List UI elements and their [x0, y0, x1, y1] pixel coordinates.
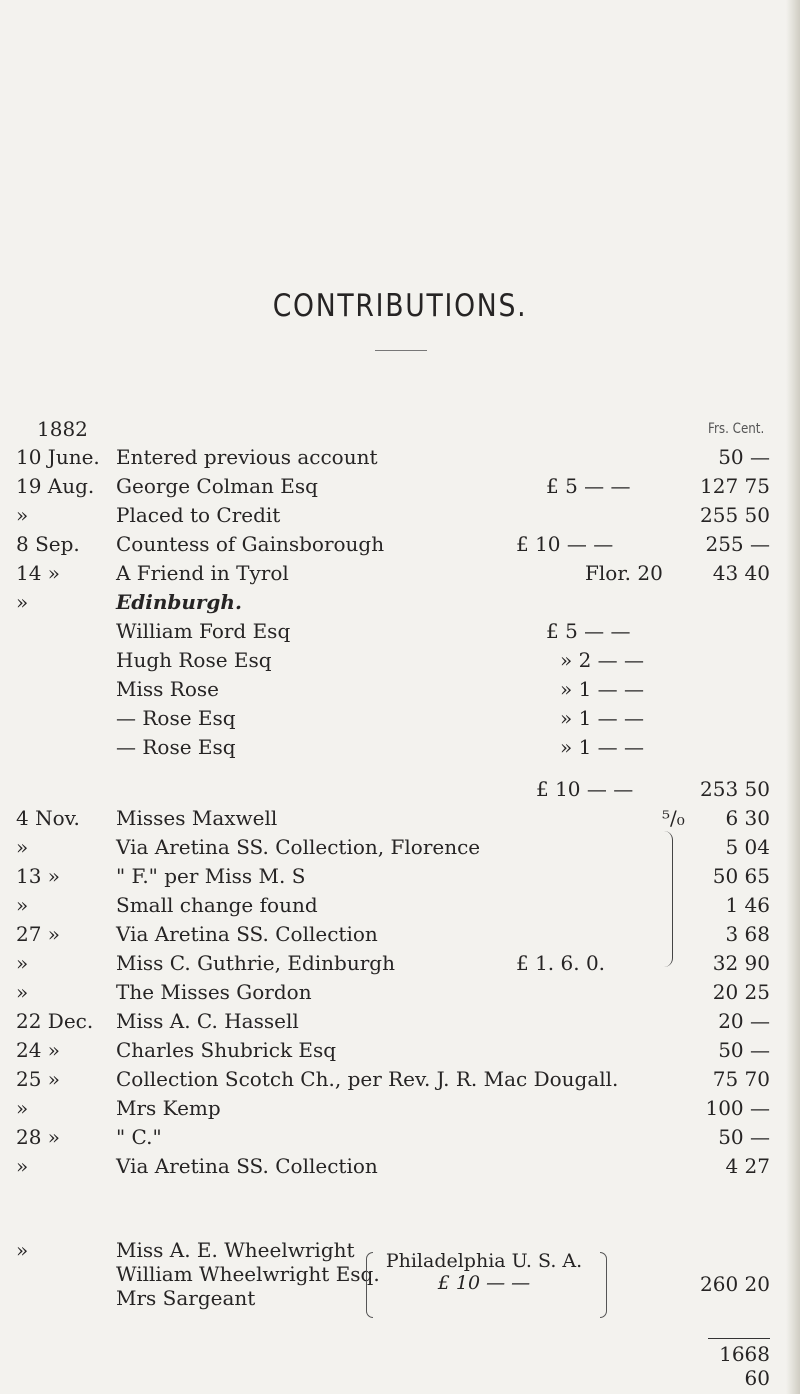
entry-amount: 75 70	[712, 1067, 770, 1091]
entry-row	[0, 472, 800, 500]
entry-description: Via Aretina SS. Collection	[116, 1154, 378, 1178]
entry-row	[0, 1094, 800, 1122]
entry-date: »	[16, 951, 29, 975]
entry-row	[0, 978, 800, 1006]
entry-date: »	[16, 1096, 29, 1120]
entry-date: »	[16, 1238, 29, 1262]
entry-amount: 1 46	[725, 893, 770, 917]
grand-total: 1668 60	[719, 1342, 770, 1390]
entry-date: 28 »	[16, 1125, 61, 1149]
entry-row	[0, 443, 800, 471]
entry-row	[0, 775, 800, 803]
entry-amount: 127 75	[700, 474, 770, 498]
entry-row	[0, 1007, 800, 1035]
entry-row	[0, 704, 800, 732]
entry-row	[0, 1036, 800, 1064]
entry-row	[0, 949, 800, 977]
entry-description: Via Aretina SS. Collection, Florence	[116, 835, 481, 859]
entry-description: Miss Rose	[116, 677, 219, 701]
entry-date: 19 Aug.	[16, 474, 95, 498]
year-heading: 1882	[37, 417, 88, 441]
entry-date: 14 »	[16, 561, 61, 585]
total-rule	[708, 1338, 770, 1339]
entry-amount: 255 50	[700, 503, 770, 527]
entry-description: Mrs Kemp	[116, 1096, 221, 1120]
entry-amount: 50 65	[712, 864, 770, 888]
entry-description: Via Aretina SS. Collection	[116, 922, 378, 946]
title-rule	[375, 350, 427, 351]
entry-description: Placed to Credit	[116, 503, 281, 527]
entry-date: 22 Dec.	[16, 1009, 94, 1033]
entry-date: 25 »	[16, 1067, 61, 1091]
entry-description: A Friend in Tyrol	[116, 561, 289, 585]
entry-date: »	[16, 590, 29, 614]
page-title: CONTRIBUTIONS.	[272, 288, 528, 324]
entry-date: 4 Nov.	[16, 806, 80, 830]
entry-row	[0, 833, 800, 861]
entry-note: Flor. 20	[585, 561, 663, 585]
entry-description: Miss C. Guthrie, Edinburgh	[116, 951, 395, 975]
entry-sum: £ 10 — —	[437, 1272, 531, 1294]
entry-row	[0, 862, 800, 890]
entry-amount: 32 90	[712, 951, 770, 975]
entry-amount: 5 04	[725, 835, 770, 859]
entry-name: Mrs Sargeant	[116, 1286, 256, 1310]
entry-row	[0, 646, 800, 674]
entry-amount: 260 20	[700, 1272, 770, 1296]
entry-note: £ 10 — —	[536, 777, 634, 801]
entry-row	[0, 588, 800, 616]
entry-date: 10 June.	[16, 445, 100, 469]
entry-description: Charles Shubrick Esq	[116, 1038, 337, 1062]
entry-amount: 43 40	[712, 561, 770, 585]
entry-row	[0, 675, 800, 703]
entry-name: Miss A. E. Wheelwright	[116, 1238, 355, 1262]
entry-date: »	[16, 980, 29, 1004]
entry-amount: 50 —	[718, 1038, 770, 1062]
entry-description: Countess of Gainsborough	[116, 532, 385, 556]
entry-description: Small change found	[116, 893, 318, 917]
entry-description: — Rose Esq	[116, 706, 236, 730]
entry-note: £ 5 — —	[546, 474, 631, 498]
entry-description: Edinburgh.	[116, 590, 242, 614]
entry-row	[0, 617, 800, 645]
entry-date: »	[16, 1154, 29, 1178]
entry-amount: 20 25	[712, 980, 770, 1004]
entry-description: George Colman Esq	[116, 474, 318, 498]
entry-amount: 253 50	[700, 777, 770, 801]
entry-amount: 3 68	[725, 922, 770, 946]
entry-note: » 2 — —	[560, 648, 645, 672]
entry-row	[0, 733, 800, 761]
entry-note: £ 1. 6. 0.	[516, 951, 606, 975]
entry-note: £ 10 — —	[516, 532, 614, 556]
entry-date: »	[16, 893, 29, 917]
entry-date: 24 »	[16, 1038, 61, 1062]
entry-date: 8 Sep.	[16, 532, 80, 556]
entry-name: William Wheelwright Esq.	[116, 1262, 380, 1286]
entry-description: Entered previous account	[116, 445, 378, 469]
entry-description: " F." per Miss M. S	[116, 864, 306, 888]
entry-row	[0, 501, 800, 529]
entry-note: » 1 — —	[560, 735, 645, 759]
entry-note: £ 5 — —	[546, 619, 631, 643]
entry-note: ⁵/₀	[662, 806, 685, 830]
entry-description: " C."	[116, 1125, 162, 1149]
entry-row	[0, 559, 800, 587]
entry-description: Misses Maxwell	[116, 806, 278, 830]
entry-description: The Misses Gordon	[116, 980, 312, 1004]
entry-row	[0, 530, 800, 558]
entry-amount: 255 —	[705, 532, 770, 556]
entry-amount: 20 —	[718, 1009, 770, 1033]
entry-row	[0, 1123, 800, 1151]
entry-amount: 50 —	[718, 1125, 770, 1149]
entry-description: — Rose Esq	[116, 735, 236, 759]
entry-amount: 6 30	[725, 806, 770, 830]
currency-header: Frs. Cent.	[708, 421, 765, 437]
entry-date: »	[16, 835, 29, 859]
edinburgh-brace	[664, 831, 673, 967]
entry-description: Collection Scotch Ch., per Rev. J. R. Mac Dougall.	[116, 1067, 619, 1091]
entry-place: Philadelphia U. S. A.	[385, 1250, 583, 1272]
entry-row	[0, 920, 800, 948]
entry-row	[0, 1065, 800, 1093]
entry-row	[0, 804, 800, 832]
entry-note: » 1 — —	[560, 677, 645, 701]
entry-amount: 100 —	[705, 1096, 770, 1120]
philadelphia-amount-row	[0, 1270, 800, 1298]
entry-description: William Ford Esq	[116, 619, 291, 643]
entry-description: Miss A. C. Hassell	[116, 1009, 299, 1033]
entry-row	[0, 1152, 800, 1180]
entry-date: 27 »	[16, 922, 61, 946]
entry-amount: 4 27	[725, 1154, 770, 1178]
entry-amount: 50 —	[718, 445, 770, 469]
entry-date: »	[16, 503, 29, 527]
entry-note: » 1 — —	[560, 706, 645, 730]
entry-description: Hugh Rose Esq	[116, 648, 272, 672]
entry-row	[0, 891, 800, 919]
entry-date: 13 »	[16, 864, 61, 888]
